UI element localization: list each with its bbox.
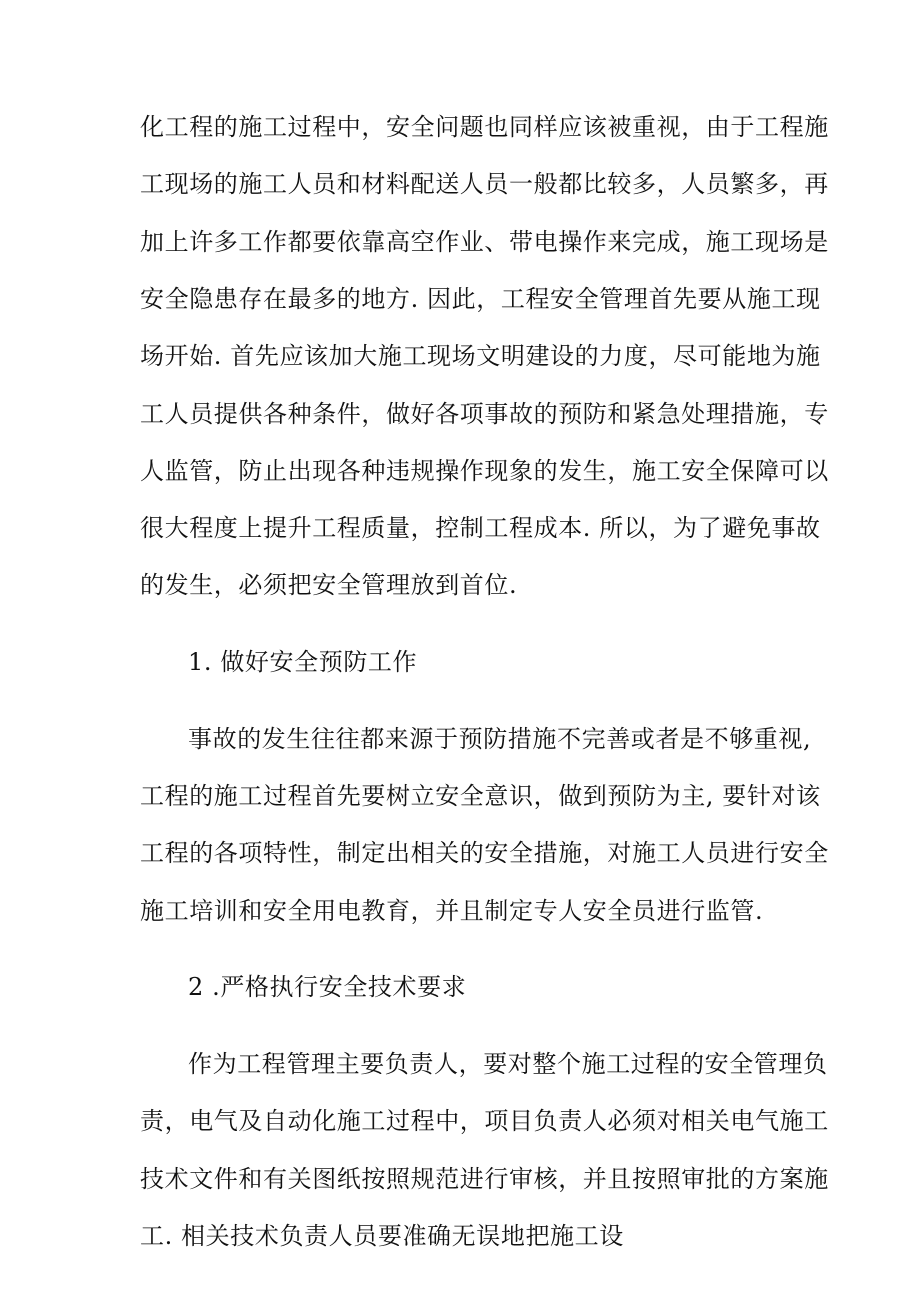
- paragraph-3-line-2: 责，电气及自动化施工过程中，项目负责人必须对相关电气施工: [140, 1107, 829, 1135]
- paragraph-1-line-7: 人监管，防止出现各种违规操作现象的发生，施工安全保障可以: [140, 457, 829, 485]
- paragraph-1-line-1: 化工程的施工过程中，安全问题也同样应该被重视，由于工程施: [140, 113, 829, 141]
- section-heading-1: 1. 做好安全预防工作: [188, 648, 418, 676]
- paragraph-1-line-9: 的发生，必须把安全管理放到首位.: [140, 571, 518, 599]
- paragraph-3-line-4: 工. 相关技术负责人员要准确无误地把施工设: [140, 1222, 624, 1250]
- paragraph-1-line-3: 加上许多工作都要依靠高空作业、带电操作来完成，施工现场是: [140, 228, 829, 256]
- paragraph-1-line-2: 工现场的施工人员和材料配送人员一般都比较多，人员繁多，再: [140, 170, 829, 198]
- paragraph-1-line-4: 安全隐患存在最多的地方. 因此，工程安全管理首先要从施工现: [140, 285, 821, 313]
- paragraph-2-line-1: 事故的发生往往都来源于预防措施不完善或者是不够重视,: [188, 725, 812, 753]
- paragraph-3-line-1: 作为工程管理主要负责人，要对整个施工过程的安全管理负: [188, 1050, 828, 1078]
- paragraph-2-line-4: 施工培训和安全用电教育，并且制定专人安全员进行监管.: [140, 897, 764, 925]
- paragraph-2-line-2: 工程的施工过程首先要树立安全意识，做到预防为主, 要针对该: [140, 782, 821, 810]
- paragraph-1-line-5: 场开始. 首先应该加大施工现场文明建设的力度，尽可能地为施: [140, 342, 821, 370]
- section-heading-2: 2 .严格执行安全技术要求: [188, 973, 467, 1001]
- paragraph-3-line-3: 技术文件和有关图纸按照规范进行审核，并且按照审批的方案施: [140, 1165, 829, 1193]
- paragraph-2-line-3: 工程的各项特性，制定出相关的安全措施，对施工人员进行安全: [140, 839, 829, 867]
- paragraph-1-line-6: 工人员提供各种条件，做好各项事故的预防和紧急处理措施，专: [140, 400, 829, 428]
- paragraph-1-line-8: 很大程度上提升工程质量，控制工程成本. 所以，为了避免事故: [140, 514, 821, 542]
